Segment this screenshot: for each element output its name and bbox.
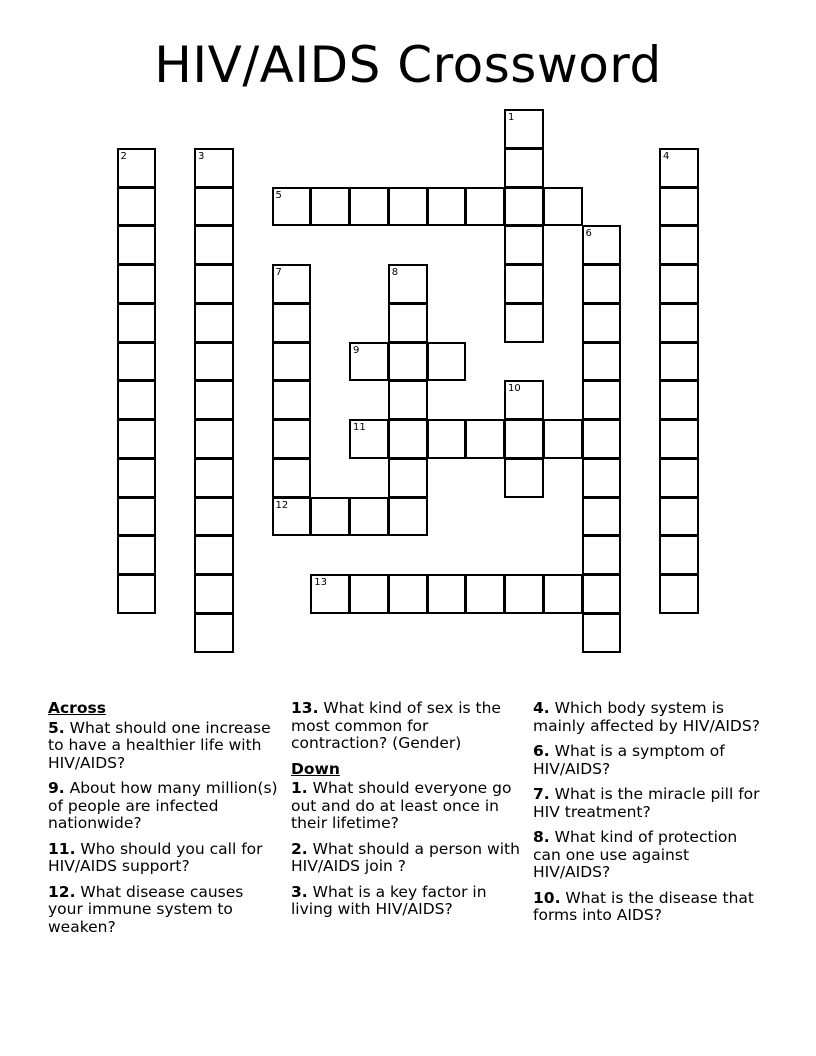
cell-input[interactable] bbox=[196, 421, 232, 457]
grid-cell[interactable] bbox=[504, 148, 544, 188]
grid-cell[interactable] bbox=[117, 458, 157, 498]
clue-number-label: 6 bbox=[585, 228, 592, 240]
clue-text: Who should you call for HIV/AIDS support? bbox=[48, 839, 263, 875]
clue-number: 3. bbox=[291, 882, 308, 901]
grid-cell[interactable] bbox=[117, 303, 157, 343]
grid-cell[interactable] bbox=[504, 574, 544, 614]
clue-number-label: 12 bbox=[275, 499, 289, 511]
cell-input[interactable] bbox=[661, 344, 697, 380]
grid-cell[interactable] bbox=[349, 187, 389, 227]
cell-input[interactable] bbox=[390, 382, 426, 418]
clue-text: What kind of sex is the most common for contraction? (Gender) bbox=[291, 699, 501, 752]
grid-cell[interactable] bbox=[272, 458, 312, 498]
cell-input[interactable] bbox=[467, 421, 503, 457]
grid-cell[interactable] bbox=[504, 187, 544, 227]
cell-input[interactable] bbox=[119, 499, 155, 535]
cell-input[interactable] bbox=[467, 189, 503, 225]
grid-cell[interactable] bbox=[465, 187, 505, 227]
grid-cell[interactable] bbox=[117, 380, 157, 420]
grid-cell[interactable] bbox=[117, 419, 157, 459]
grid-cell[interactable] bbox=[194, 148, 234, 188]
clue-across-5 bbox=[48, 720, 283, 773]
cell-input[interactable] bbox=[196, 305, 232, 341]
cell-input[interactable] bbox=[661, 499, 697, 535]
grid-cell[interactable] bbox=[117, 148, 157, 188]
cell-input[interactable] bbox=[429, 344, 465, 380]
cell-input[interactable] bbox=[351, 576, 387, 612]
cell-input[interactable] bbox=[351, 344, 387, 380]
cell-input[interactable] bbox=[196, 537, 232, 573]
cell-input[interactable] bbox=[196, 499, 232, 535]
cell-input[interactable] bbox=[584, 537, 620, 573]
clue-number-label: 4 bbox=[663, 150, 670, 162]
cell-input[interactable] bbox=[661, 537, 697, 573]
grid-cell[interactable] bbox=[504, 109, 544, 149]
cell-input[interactable] bbox=[274, 499, 310, 535]
grid-cell[interactable] bbox=[659, 535, 699, 575]
cell-input[interactable] bbox=[584, 305, 620, 341]
clue-number-label: 7 bbox=[275, 267, 282, 278]
cell-input[interactable] bbox=[274, 189, 310, 225]
clue-down-2 bbox=[291, 841, 523, 876]
grid-cell[interactable] bbox=[582, 535, 622, 575]
grid-cell[interactable] bbox=[543, 187, 583, 227]
cell-input[interactable] bbox=[661, 266, 697, 302]
cell-input[interactable] bbox=[429, 189, 465, 225]
cell-input[interactable] bbox=[390, 305, 426, 341]
clue-number-label: 8 bbox=[391, 267, 399, 278]
cell-input[interactable] bbox=[119, 305, 155, 341]
grid-cell[interactable] bbox=[465, 419, 505, 459]
grid-cell[interactable] bbox=[659, 342, 699, 382]
cell-input[interactable] bbox=[584, 382, 620, 418]
grid-cell[interactable] bbox=[504, 225, 544, 265]
cell-input[interactable] bbox=[312, 499, 348, 535]
cell-input[interactable] bbox=[661, 227, 697, 263]
cell-input[interactable] bbox=[196, 266, 232, 302]
grid-cell[interactable] bbox=[117, 497, 157, 537]
clue-column-1 bbox=[48, 700, 283, 944]
grid-cell[interactable] bbox=[659, 225, 699, 265]
cell-input[interactable] bbox=[119, 421, 155, 457]
grid-cell[interactable] bbox=[582, 342, 622, 382]
cell-input[interactable] bbox=[545, 576, 581, 612]
clue-number: 9. bbox=[48, 779, 65, 797]
grid-cell[interactable] bbox=[194, 225, 234, 265]
grid-cell[interactable] bbox=[504, 303, 544, 343]
grid-cell[interactable] bbox=[310, 497, 350, 537]
cell-input[interactable] bbox=[196, 576, 232, 612]
cell-input[interactable] bbox=[661, 576, 697, 612]
grid-cell[interactable] bbox=[504, 458, 544, 498]
grid-cell[interactable] bbox=[427, 187, 467, 227]
grid-cell[interactable] bbox=[349, 342, 389, 382]
grid-cell[interactable] bbox=[194, 264, 234, 304]
clue-text: What should a person with HIV/AIDS join ? bbox=[291, 839, 520, 875]
clue-number-label: 5 bbox=[275, 189, 282, 201]
clue-text: Which body system is mainly affected by HIV/AIDS? bbox=[533, 699, 760, 735]
cell-input[interactable] bbox=[119, 227, 155, 263]
clue-text: About how many million(s) of people are infected nationwide? bbox=[48, 779, 278, 832]
cell-input[interactable] bbox=[196, 460, 232, 496]
clue-number-label: 9 bbox=[353, 344, 360, 356]
cell-input[interactable] bbox=[119, 576, 155, 612]
grid-cell[interactable] bbox=[388, 458, 428, 498]
cell-input[interactable] bbox=[429, 421, 465, 457]
clue-number-label: 3 bbox=[198, 150, 205, 162]
clue-number: 13. bbox=[291, 699, 319, 717]
cell-input[interactable] bbox=[351, 499, 387, 535]
cell-input[interactable] bbox=[584, 227, 620, 263]
grid-cell[interactable] bbox=[582, 303, 622, 343]
down-heading: Down bbox=[291, 759, 340, 778]
grid-cell[interactable] bbox=[388, 264, 428, 304]
clue-number: 4. bbox=[533, 699, 550, 717]
grid-cell[interactable] bbox=[388, 303, 428, 343]
grid-cell[interactable] bbox=[388, 574, 428, 614]
cell-input[interactable] bbox=[196, 150, 232, 186]
grid-cell[interactable] bbox=[582, 225, 622, 265]
cell-input[interactable] bbox=[429, 576, 465, 612]
cell-input[interactable] bbox=[196, 382, 232, 418]
grid-cell[interactable] bbox=[310, 187, 350, 227]
grid-cell[interactable] bbox=[272, 497, 312, 537]
grid-cell[interactable] bbox=[504, 380, 544, 420]
grid-cell[interactable] bbox=[272, 187, 312, 227]
grid-cell[interactable] bbox=[272, 419, 312, 459]
cell-input[interactable] bbox=[119, 382, 155, 418]
cell-input[interactable] bbox=[274, 305, 310, 341]
cell-input[interactable] bbox=[467, 576, 503, 612]
grid-cell[interactable] bbox=[388, 187, 428, 227]
grid-cell[interactable] bbox=[194, 613, 234, 653]
grid-cell[interactable] bbox=[272, 264, 312, 304]
grid-cell[interactable] bbox=[349, 497, 389, 537]
cell-input[interactable] bbox=[661, 189, 697, 225]
cell-input[interactable] bbox=[274, 344, 310, 380]
cell-input[interactable] bbox=[584, 460, 620, 496]
grid-cell[interactable] bbox=[272, 303, 312, 343]
cell-input[interactable] bbox=[545, 421, 581, 457]
grid-cell[interactable] bbox=[117, 535, 157, 575]
cell-input[interactable] bbox=[390, 499, 426, 535]
clue-down-7 bbox=[533, 786, 763, 821]
grid-cell[interactable] bbox=[582, 497, 622, 537]
cell-input[interactable] bbox=[506, 189, 542, 225]
grid-cell[interactable] bbox=[582, 264, 622, 304]
clue-number: 7. bbox=[533, 785, 550, 803]
cell-input[interactable] bbox=[196, 189, 232, 225]
grid-cell[interactable] bbox=[582, 613, 622, 653]
grid-cell[interactable] bbox=[194, 342, 234, 382]
grid-cell[interactable] bbox=[504, 419, 544, 459]
cell-input[interactable] bbox=[312, 189, 348, 225]
cell-input[interactable] bbox=[390, 460, 426, 496]
grid-cell[interactable] bbox=[543, 419, 583, 459]
clue-down-10 bbox=[533, 890, 763, 925]
grid-cell[interactable] bbox=[310, 574, 350, 614]
grid-cell[interactable] bbox=[659, 148, 699, 188]
grid-cell[interactable] bbox=[194, 535, 234, 575]
cell-input[interactable] bbox=[119, 460, 155, 496]
grid-cell[interactable] bbox=[582, 419, 622, 459]
grid-cell[interactable] bbox=[194, 187, 234, 227]
grid-cell[interactable] bbox=[194, 497, 234, 537]
clue-text: What is a symptom of HIV/AIDS? bbox=[533, 742, 725, 778]
grid-cell[interactable] bbox=[388, 342, 428, 382]
clue-number: 11. bbox=[48, 839, 76, 858]
cell-input[interactable] bbox=[274, 266, 310, 302]
grid-cell[interactable] bbox=[427, 419, 467, 459]
cell-input[interactable] bbox=[506, 576, 542, 612]
clue-number: 1. bbox=[291, 779, 308, 797]
cell-input[interactable] bbox=[661, 460, 697, 496]
grid-cell[interactable] bbox=[582, 574, 622, 614]
clue-column-3 bbox=[533, 700, 763, 933]
grid-cell[interactable] bbox=[117, 264, 157, 304]
grid-cell[interactable] bbox=[117, 187, 157, 227]
cell-input[interactable] bbox=[119, 266, 155, 302]
cell-input[interactable] bbox=[506, 266, 542, 302]
clue-down-3 bbox=[291, 884, 523, 919]
cell-input[interactable] bbox=[584, 499, 620, 535]
grid-cell[interactable] bbox=[388, 380, 428, 420]
clue-number-label: 2 bbox=[120, 150, 127, 162]
cell-input[interactable] bbox=[119, 150, 155, 186]
clue-text: What disease causes your immune system to weaken? bbox=[48, 882, 244, 936]
grid-cell[interactable] bbox=[659, 497, 699, 537]
clue-number: 5. bbox=[48, 718, 65, 737]
clue-number-label: 1 bbox=[508, 112, 515, 123]
grid-cell[interactable] bbox=[117, 342, 157, 382]
page-title: HIV/AIDS Crossword bbox=[154, 36, 662, 94]
clue-text: What kind of protection can one use against HIV/AIDS? bbox=[533, 828, 738, 881]
grid-cell[interactable] bbox=[117, 225, 157, 265]
grid-cell[interactable] bbox=[659, 458, 699, 498]
clue-text: What should everyone go out and do at least once in their lifetime? bbox=[291, 779, 512, 832]
grid-cell[interactable] bbox=[272, 342, 312, 382]
cell-input[interactable] bbox=[584, 615, 620, 651]
clue-text: What is a key factor in living with HIV/AIDS? bbox=[291, 882, 487, 918]
clue-number: 8. bbox=[533, 828, 550, 846]
grid-cell[interactable] bbox=[504, 264, 544, 304]
clue-number-label: 11 bbox=[353, 422, 366, 433]
clue-number: 2. bbox=[291, 839, 308, 858]
grid-cell[interactable] bbox=[349, 574, 389, 614]
cell-input[interactable] bbox=[196, 227, 232, 263]
grid-cell[interactable] bbox=[194, 419, 234, 459]
cell-input[interactable] bbox=[274, 382, 310, 418]
cell-input[interactable] bbox=[584, 576, 620, 612]
cell-input[interactable] bbox=[506, 382, 542, 418]
grid-cell[interactable] bbox=[194, 458, 234, 498]
cell-input[interactable] bbox=[351, 189, 387, 225]
grid-cell[interactable] bbox=[427, 574, 467, 614]
across-heading: Across bbox=[48, 699, 106, 717]
cell-input[interactable] bbox=[506, 150, 542, 186]
grid-cell[interactable] bbox=[194, 380, 234, 420]
cell-input[interactable] bbox=[390, 266, 426, 302]
cell-input[interactable] bbox=[390, 344, 426, 380]
clue-text: What should one increase to have a healthier life with HIV/AIDS? bbox=[48, 718, 271, 772]
cell-input[interactable] bbox=[661, 421, 697, 457]
cell-input[interactable] bbox=[506, 227, 542, 263]
clue-across-13 bbox=[291, 700, 523, 753]
grid-cell[interactable] bbox=[465, 574, 505, 614]
grid-cell[interactable] bbox=[194, 303, 234, 343]
cell-input[interactable] bbox=[661, 382, 697, 418]
cell-input[interactable] bbox=[506, 305, 542, 341]
clue-across-11 bbox=[48, 841, 283, 876]
cell-input[interactable] bbox=[119, 189, 155, 225]
clue-across-12 bbox=[48, 884, 283, 937]
cell-input[interactable] bbox=[196, 344, 232, 380]
cell-input[interactable] bbox=[274, 460, 310, 496]
clue-number-label: 10 bbox=[508, 383, 521, 395]
cell-input[interactable] bbox=[312, 576, 348, 612]
clue-text: What is the miracle pill for HIV treatment? bbox=[533, 785, 760, 821]
grid-cell[interactable] bbox=[388, 497, 428, 537]
clue-down-1 bbox=[291, 780, 523, 833]
clue-number: 6. bbox=[533, 742, 550, 760]
cell-input[interactable] bbox=[274, 421, 310, 457]
clue-number: 10. bbox=[533, 888, 561, 907]
cell-input[interactable] bbox=[390, 576, 426, 612]
cell-input[interactable] bbox=[584, 344, 620, 380]
grid-cell[interactable] bbox=[659, 419, 699, 459]
clue-number: 12. bbox=[48, 882, 76, 901]
clue-across-9 bbox=[48, 780, 283, 833]
clue-down-8 bbox=[533, 829, 763, 882]
grid-cell[interactable] bbox=[582, 380, 622, 420]
cell-input[interactable] bbox=[506, 460, 542, 496]
cell-input[interactable] bbox=[661, 305, 697, 341]
cell-input[interactable] bbox=[506, 421, 542, 457]
grid-cell[interactable] bbox=[659, 380, 699, 420]
cell-input[interactable] bbox=[545, 189, 581, 225]
clue-column-2 bbox=[291, 700, 523, 927]
grid-cell[interactable] bbox=[272, 380, 312, 420]
grid-cell[interactable] bbox=[427, 342, 467, 382]
cell-input[interactable] bbox=[390, 421, 426, 457]
cell-input[interactable] bbox=[661, 150, 697, 186]
cell-input[interactable] bbox=[351, 421, 387, 457]
grid-cell[interactable] bbox=[659, 264, 699, 304]
grid-cell[interactable] bbox=[349, 419, 389, 459]
grid-cell[interactable] bbox=[659, 574, 699, 614]
grid-cell[interactable] bbox=[543, 574, 583, 614]
clue-text: What is the disease that forms into AIDS? bbox=[533, 888, 754, 924]
cell-input[interactable] bbox=[196, 615, 232, 651]
cell-input[interactable] bbox=[119, 344, 155, 380]
grid-cell[interactable] bbox=[659, 187, 699, 227]
cell-input[interactable] bbox=[119, 537, 155, 573]
grid-cell[interactable] bbox=[659, 303, 699, 343]
clue-down-6 bbox=[533, 743, 763, 778]
clue-down-4 bbox=[533, 700, 763, 735]
cell-input[interactable] bbox=[506, 111, 542, 147]
grid-cell[interactable] bbox=[388, 419, 428, 459]
grid-cell[interactable] bbox=[194, 574, 234, 614]
grid-cell[interactable] bbox=[582, 458, 622, 498]
cell-input[interactable] bbox=[390, 189, 426, 225]
cell-input[interactable] bbox=[584, 421, 620, 457]
cell-input[interactable] bbox=[584, 266, 620, 302]
clue-number-label: 13 bbox=[314, 577, 327, 588]
grid-cell[interactable] bbox=[117, 574, 157, 614]
